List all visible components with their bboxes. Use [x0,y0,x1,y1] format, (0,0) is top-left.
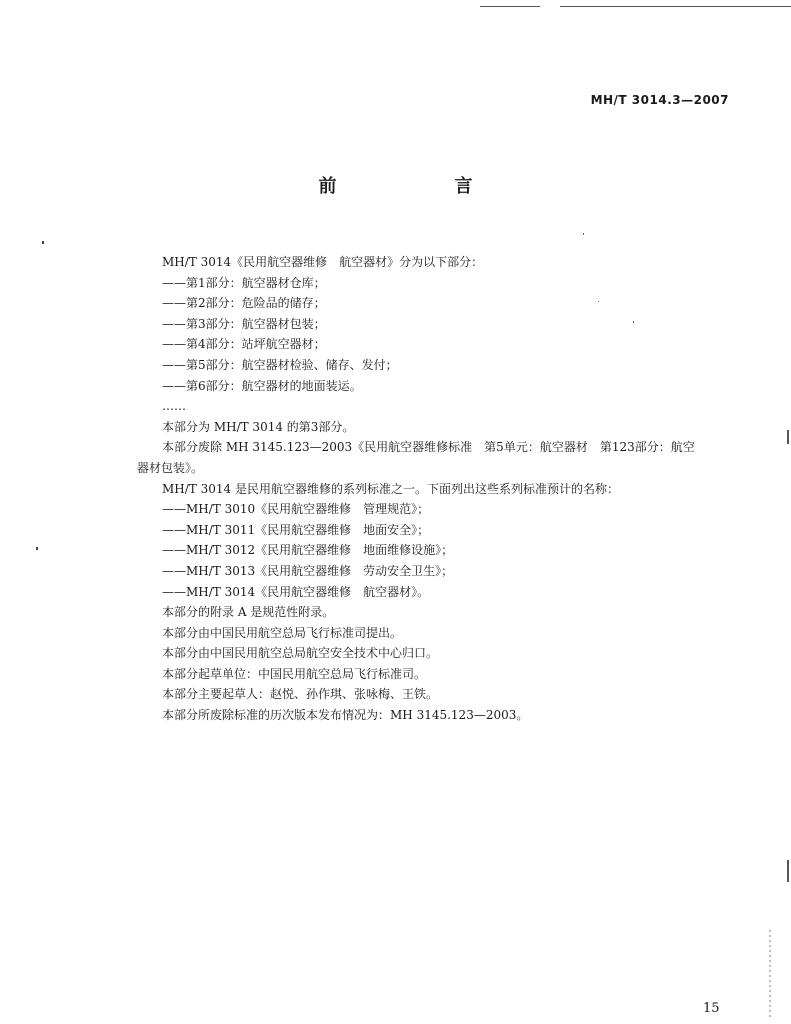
scan-edge-mark [787,860,789,882]
scan-speck [42,241,44,244]
document-code: MH/T 3014.3—2007 [590,93,729,107]
paragraph-line: 本部分主要起草人：赵悦、孙作琪、张咏梅、王铁。 [162,687,439,702]
scan-edge-mark [787,430,789,444]
scan-speck [598,301,599,302]
paragraph-line: 本部分为 MH/T 3014 的第3部分。 [162,419,355,434]
paragraph-line: ——MH/T 3013《民用航空器维修 劳动安全卫生》； [162,563,454,578]
paragraph-line: ——第5部分：航空器材检验、储存、发付； [162,357,398,372]
paragraph-line: ——第3部分：航空器材包装； [162,316,326,331]
scan-speck [633,321,634,323]
page-title: 前 言 [318,176,523,197]
paragraph-line: ——MH/T 3011《民用航空器维修 地面安全》； [162,522,430,537]
paragraph-line: 本部分由中国民用航空总局航空安全技术中心归口。 [162,646,439,661]
paragraph-line: ——第6部分：航空器材的地面装运。 [162,378,362,393]
paragraph-line: 本部分由中国民用航空总局飞行标准司提出。 [162,625,403,640]
page-number: 15 [703,1001,720,1016]
paragraph-line: 本部分的附录 A 是规范性附录。 [162,605,335,620]
scan-speck [36,547,38,550]
paragraph-line: 本部分废除 MH 3145.123—2003《民用航空器维修标准 第5单元：航空器材 第123部分：航空 [162,440,695,455]
paragraph-line: ——MH/T 3012《民用航空器维修 地面维修设施》； [162,543,454,558]
paragraph-line: …… [162,399,186,414]
paragraph-line: 器材包装》。 [137,460,204,475]
scan-speck [583,233,584,235]
paragraph-line: MH/T 3014 是民用航空器维修的系列标准之一。下面列出这些系列标准预计的名称： [162,481,619,496]
paragraph-line: ——MH/T 3014《民用航空器维修 航空器材》。 [162,584,430,599]
paragraph-line: ——MH/T 3010《民用航空器维修 管理规范》； [162,502,430,517]
paragraph-line: ——第4部分：站坪航空器材； [162,337,326,352]
paragraph-line: ——第2部分：危险品的储存； [162,296,326,311]
paragraph-line: 本部分所废除标准的历次版本发布情况为：MH 3145.123—2003。 [162,708,529,723]
paragraph-line: MH/T 3014《民用航空器维修 航空器材》分为以下部分： [162,255,484,269]
paragraph-line: 本部分起草单位：中国民用航空总局飞行标准司。 [162,666,427,681]
paragraph-line: ——第1部分：航空器材仓库； [162,275,326,290]
